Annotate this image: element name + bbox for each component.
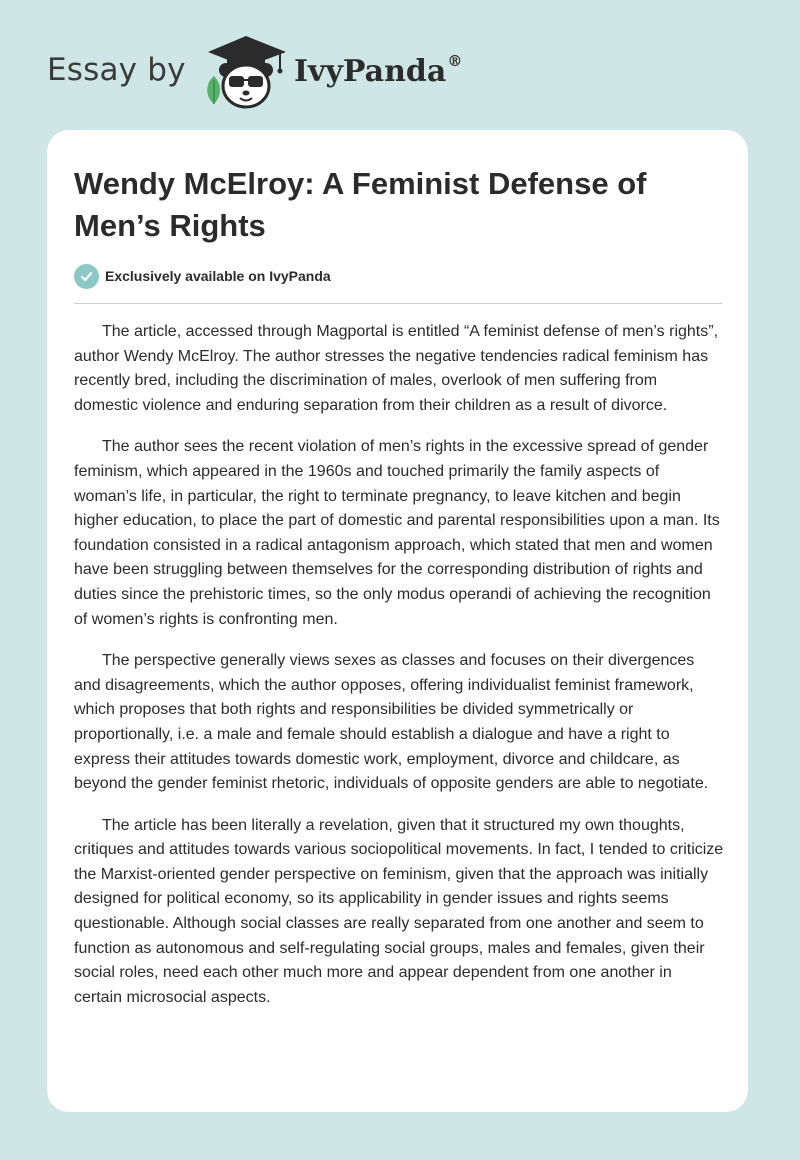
- essay-card: [47, 130, 748, 1112]
- brand-text: IvyPanda: [294, 54, 447, 89]
- exclusive-label: Exclusively available on IvyPanda: [105, 268, 331, 284]
- check-circle-icon: [74, 264, 99, 289]
- brand-name[interactable]: [294, 54, 462, 89]
- essay-title: Wendy McElroy: A Feminist Defense of Men’s Rights: [74, 166, 647, 243]
- paragraph-4: The article has been literally a revelation, given that it structured my own thoughts, critiques and attitudes towards various sociopolitical movements. In fact, I tended to criticize the Marxist-oriented gender perspective on feminism, given that the approach was initially designed for political economy, so its applicability in gender issues and rights seems questionable. Although social classes are really separated from one another and seem to function as autonomous and self-regulating social groups, males and females, given their social roles, need each other much more and appear dependent from one another in certain microsocial aspects.: [74, 816, 724, 1006]
- paragraph-1: The article, accessed through Magportal is entitled “A feminist defense of men’s rights”, author Wendy McElroy. The author stresses the negative tendencies radical feminism has recently bred, including the discrimination of males, overlook of men suffering from domestic violence and enduring separation from their children as a result of divorce.: [74, 323, 719, 414]
- paragraph-2: The author sees the recent violation of men’s rights in the excessive spread of gender feminism, which appeared in the 1960s and touched primarily the family aspects of woman’s life, in particular, the right to terminate pregnancy, to leave kitchen and begin higher education, to place the part of domestic and parental responsibilities upon a man. Its foundation consisted in a radical antagonism approach, which stated that men and women have been struggling between themselves for the corresponding distribution of rights and duties since the prehistoric times, so the only modus operandi of achieving the recognition of women’s rights is confronting men.: [74, 438, 720, 628]
- exclusive-badge: [74, 263, 331, 289]
- site-header: [0, 0, 800, 130]
- paragraph-3: The perspective generally views sexes as classes and focuses on their divergences and disagreements, which the author opposes, offering individualist feminist framework, which proposes that both rights and responsibilities be divided symmetrically or proportionally, i.e. a male and female should establish a dialogue and have a right to express their attitudes towards domestic work, employment, divorce and childcare, as beyond the gender feminist rhetoric, individuals of opposite genders are able to negotiate.: [74, 652, 709, 793]
- divider: [74, 303, 722, 304]
- panda-logo-icon[interactable]: [200, 30, 292, 112]
- registered-mark: ®: [447, 52, 463, 70]
- essay-body: [74, 320, 724, 1027]
- essay-by-label: Essay by: [47, 52, 186, 88]
